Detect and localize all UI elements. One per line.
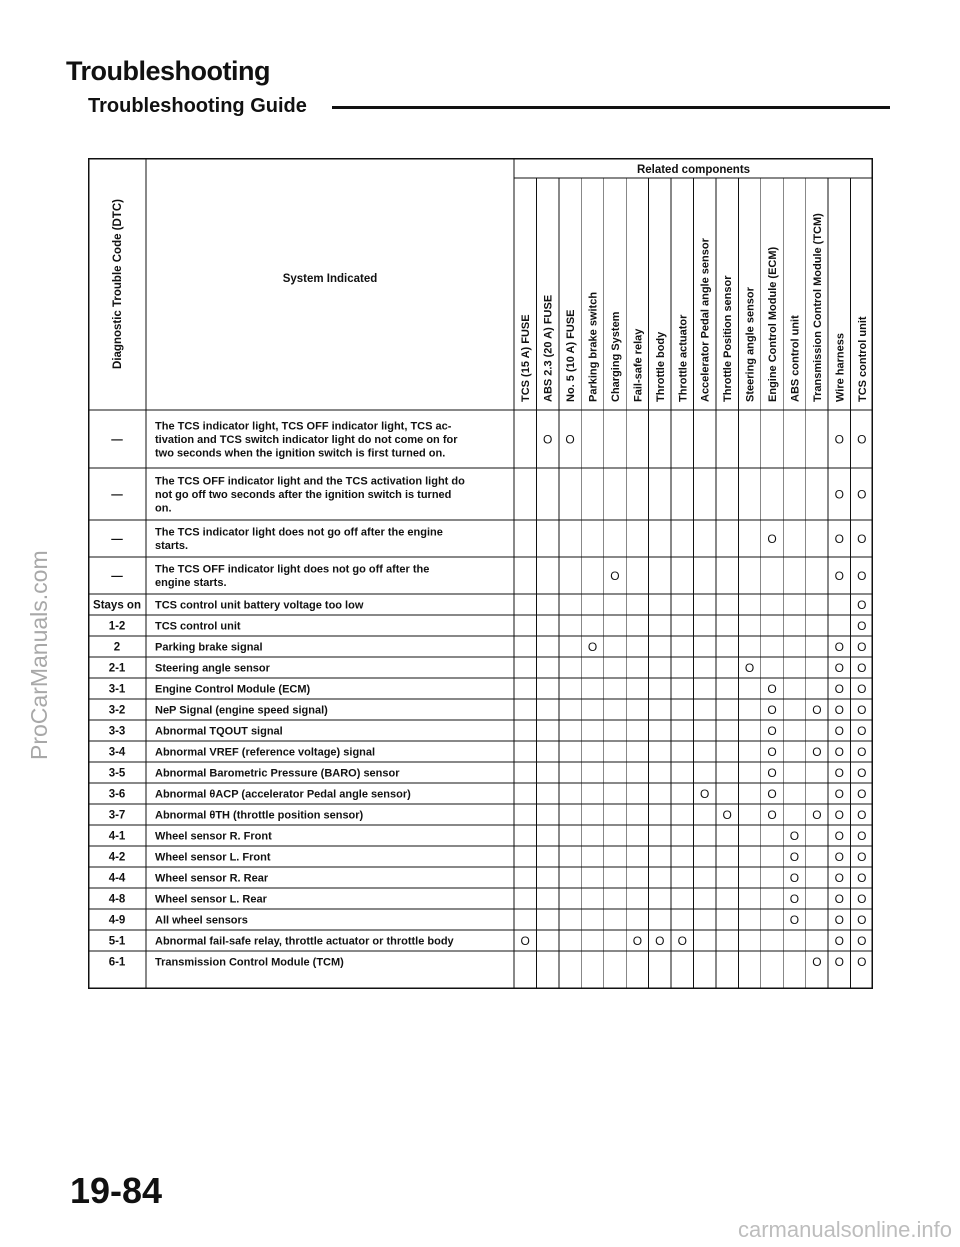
related-mark: O — [834, 808, 845, 822]
system-indicated-text: engine starts. — [155, 577, 227, 589]
system-indicated-text: Wheel sensor L. Rear — [155, 893, 267, 906]
related-mark: O — [834, 850, 845, 864]
related-mark: O — [857, 569, 867, 583]
dtc-code: — — [111, 570, 123, 583]
dtc-code: 4-4 — [108, 872, 126, 885]
related-mark: O — [857, 640, 867, 654]
related-mark: O — [857, 598, 867, 612]
dtc-code: 3-6 — [108, 788, 126, 801]
system-indicated-text: tivation and TCS switch indicator light do not come on for — [155, 433, 458, 446]
related-mark: O — [812, 955, 822, 969]
related-mark: O — [834, 569, 845, 583]
component-label: Transmission Control Module (TCM) — [811, 213, 824, 402]
related-mark: O — [857, 766, 867, 780]
component-label: TCS (15 A) FUSE — [520, 314, 533, 402]
related-mark: O — [834, 703, 845, 717]
related-mark: O — [834, 913, 845, 927]
footer-watermark: carmanualsonline.info — [737, 1217, 952, 1242]
related-mark: O — [767, 808, 777, 822]
system-indicated-text: The TCS indicator light, TCS OFF indicator light, TCS ac- — [155, 420, 452, 433]
dtc-code: 3-2 — [108, 704, 126, 717]
related-mark: O — [767, 766, 777, 780]
related-mark: O — [700, 787, 710, 801]
system-indicated-text: not go off two seconds after the ignition switch is turned — [155, 488, 452, 501]
related-mark: O — [857, 934, 867, 948]
related-mark: O — [857, 682, 867, 696]
dtc-code: — — [111, 489, 123, 501]
dtc-code: — — [111, 434, 123, 446]
related-mark: O — [834, 432, 845, 447]
related-mark: O — [834, 745, 845, 759]
system-indicated-text: Transmission Control Module (TCM) — [155, 956, 344, 969]
related-mark: O — [767, 745, 777, 759]
related-mark: O — [610, 569, 620, 583]
related-mark: O — [857, 829, 867, 843]
system-indicated-text: Steering angle sensor — [155, 662, 270, 675]
related-mark: O — [722, 808, 732, 822]
related-mark: O — [857, 808, 867, 822]
system-indicated-text: The TCS indicator light does not go off after the engine — [155, 526, 443, 539]
related-mark: O — [834, 934, 845, 948]
dtc-code: 3-7 — [108, 809, 126, 822]
related-components-header: Related components — [636, 164, 751, 176]
system-indicated-text: All wheel sensors — [155, 914, 248, 927]
system-indicated-text: The TCS OFF indicator light and the TCS activation light do — [155, 475, 465, 488]
dtc-code: 5-1 — [108, 935, 126, 948]
component-label: Parking brake switch — [587, 291, 600, 402]
related-mark: O — [834, 682, 845, 696]
related-mark: O — [789, 892, 800, 906]
related-mark: O — [834, 640, 845, 654]
related-mark: O — [857, 724, 867, 738]
dtc-code: 3-5 — [108, 767, 126, 780]
component-label: ABS control unit — [789, 315, 802, 402]
related-mark: O — [857, 787, 867, 801]
component-label: Throttle Position sensor — [722, 275, 735, 402]
related-mark: O — [834, 892, 845, 906]
system-indicated-text: Abnormal fail-safe relay, throttle actuator or throttle body — [155, 935, 454, 948]
related-mark: O — [744, 661, 755, 675]
system-indicated-text: TCS control unit — [155, 620, 241, 633]
related-mark: O — [812, 745, 822, 759]
related-mark: O — [857, 432, 867, 447]
related-mark: O — [677, 934, 687, 948]
related-mark: O — [834, 661, 845, 675]
related-mark: O — [857, 661, 867, 675]
related-mark: O — [655, 934, 665, 948]
related-mark: O — [857, 955, 867, 969]
component-label: No. 5 (10 A) FUSE — [565, 309, 578, 402]
related-mark: O — [857, 745, 867, 759]
related-mark: O — [789, 871, 800, 885]
dtc-code: Stays on — [93, 599, 141, 612]
related-mark: O — [789, 829, 800, 843]
related-mark: O — [857, 850, 867, 864]
related-mark: O — [857, 913, 867, 927]
component-label: ABS 2.3 (20 A) FUSE — [542, 294, 555, 402]
related-mark: O — [834, 829, 845, 843]
component-label: Charging System — [609, 311, 622, 402]
system-indicated-text: on. — [155, 502, 172, 515]
system-indicated-text: Abnormal VREF (reference voltage) signal — [155, 746, 376, 759]
dtc-code: 2 — [113, 641, 121, 654]
system-indicated-text: Wheel sensor R. Rear — [155, 872, 269, 885]
system-indicated-text: Abnormal θTH (throttle position sensor) — [155, 809, 364, 822]
related-mark: O — [834, 787, 845, 801]
system-indicated-text: Wheel sensor L. Front — [155, 851, 271, 864]
component-label: Throttle body — [654, 331, 667, 402]
related-mark: O — [834, 532, 845, 546]
section-title: Troubleshooting Guide — [88, 95, 307, 117]
related-mark: O — [767, 724, 777, 738]
related-mark: O — [834, 955, 845, 969]
side-watermark: ProCarManuals.com — [26, 550, 52, 760]
dtc-code: 4-9 — [108, 914, 126, 927]
related-mark: O — [857, 619, 867, 633]
related-mark: O — [565, 432, 575, 447]
dtc-code: 2-1 — [108, 662, 126, 675]
system-indicated-text: Engine Control Module (ECM) — [155, 683, 311, 696]
dtc-code: 4-8 — [108, 893, 126, 906]
related-mark: O — [857, 892, 867, 906]
related-mark: O — [857, 487, 867, 502]
related-mark: O — [789, 850, 800, 864]
system-indicated-text: Abnormal Barometric Pressure (BARO) sensor — [155, 767, 400, 780]
related-mark: O — [767, 787, 777, 801]
system-indicated-text: two seconds when the ignition switch is first turned on. — [155, 447, 446, 460]
related-mark: O — [632, 934, 643, 948]
related-mark: O — [587, 640, 598, 654]
related-mark: O — [812, 808, 822, 822]
page-number: 19-84 — [70, 1170, 163, 1211]
component-label: TCS control unit — [856, 316, 869, 402]
system-indicated-text: starts. — [155, 540, 189, 552]
related-mark: O — [834, 487, 845, 502]
related-mark: O — [834, 724, 845, 738]
dtc-code: — — [111, 533, 123, 546]
dtc-code: 3-1 — [108, 683, 126, 696]
dtc-code: 4-2 — [108, 851, 126, 864]
related-mark: O — [789, 913, 800, 927]
system-indicated-text: Parking brake signal — [155, 641, 263, 654]
related-mark: O — [812, 703, 822, 717]
troubleshooting-table — [88, 158, 873, 989]
component-label: Accelerator Pedal angle sensor — [699, 238, 712, 402]
related-mark: O — [834, 766, 845, 780]
system-indicated-text: Abnormal TQOUT signal — [155, 725, 283, 738]
related-mark: O — [520, 934, 530, 948]
system-indicated-text: NeP Signal (engine speed signal) — [155, 704, 328, 717]
component-label: Engine Control Module (ECM) — [767, 246, 780, 402]
related-mark: O — [767, 682, 777, 696]
section-title-rule — [332, 106, 890, 109]
related-mark: O — [857, 871, 867, 885]
system-header: System Indicated — [282, 273, 378, 285]
system-indicated-text: The TCS OFF indicator light does not go off after the — [155, 563, 430, 576]
dtc-header: Diagnostic Trouble Code (DTC) — [112, 199, 124, 369]
related-mark: O — [767, 532, 777, 546]
page-title: Troubleshooting — [66, 56, 270, 86]
dtc-code: 3-3 — [108, 725, 126, 738]
component-label: Steering angle sensor — [744, 287, 757, 402]
system-indicated-text: Abnormal θACP (accelerator Pedal angle sensor) — [155, 788, 411, 801]
system-indicated-text: TCS control unit battery voltage too low — [155, 599, 364, 612]
related-mark: O — [542, 432, 553, 447]
related-mark: O — [857, 532, 867, 546]
dtc-code: 4-1 — [108, 830, 126, 843]
component-label: Throttle actuator — [677, 314, 690, 402]
dtc-code: 3-4 — [108, 746, 126, 759]
related-mark: O — [857, 703, 867, 717]
dtc-code: 1-2 — [108, 620, 126, 633]
related-mark: O — [767, 703, 777, 717]
system-indicated-text: Wheel sensor R. Front — [155, 830, 272, 843]
component-label: Fail-safe relay — [632, 328, 645, 402]
component-label: Wire harness — [834, 333, 847, 402]
dtc-code: 6-1 — [108, 956, 126, 969]
related-mark: O — [834, 871, 845, 885]
